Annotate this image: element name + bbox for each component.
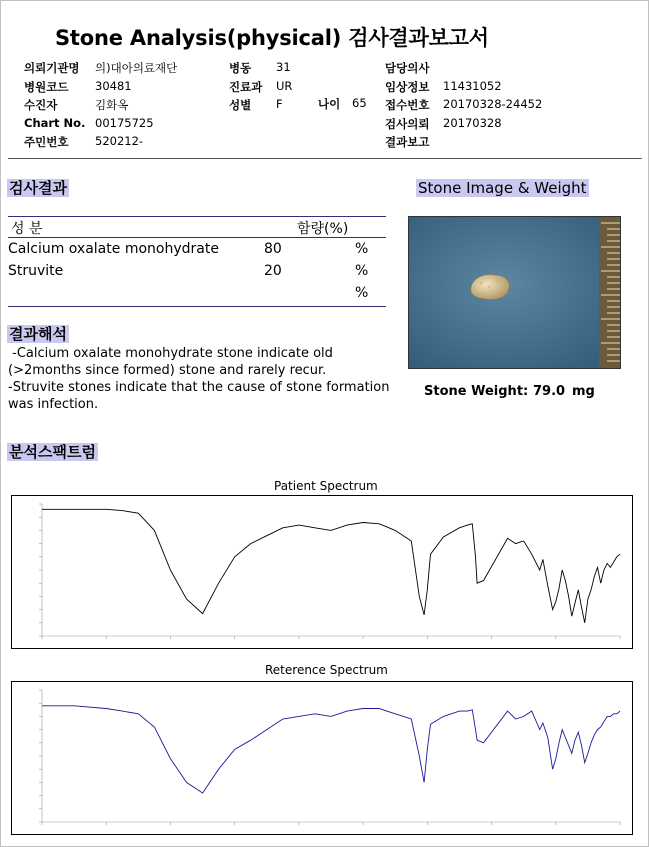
header-label: 진료과 <box>229 79 263 94</box>
interpretation-line: was infection. <box>8 397 99 412</box>
header-value: 20170328 <box>443 115 502 130</box>
table-bottom-rule <box>8 306 386 307</box>
spectrum-section-title: 분석스팩트럼 <box>9 443 96 461</box>
table-top-rule <box>8 216 386 217</box>
report-title: Stone Analysis(physical) 검사결과보고서 <box>55 26 489 50</box>
stone-photo-image <box>409 217 620 368</box>
header-label: 담당의사 <box>385 61 430 75</box>
interpretation-line: -Calcium oxalate monohydrate stone indicate old <box>8 346 333 361</box>
header-value: F <box>276 97 283 111</box>
spectrum-series-line <box>42 509 620 623</box>
age-label: 나이 <box>318 97 341 111</box>
chart-axes <box>42 504 620 636</box>
header-label: 병동 <box>229 61 252 75</box>
patient-spectrum-svg <box>12 496 632 648</box>
header-label: 접수번호 <box>385 98 430 112</box>
header-value: 520212- <box>95 134 144 148</box>
header-label: 검사의뢰 <box>385 116 430 131</box>
stone-weight-value: 79.0 <box>533 384 566 399</box>
header-divider <box>8 158 642 159</box>
reference-spectrum-chart <box>11 681 633 835</box>
header-label: 결과보고 <box>385 135 430 149</box>
interpretation-line: (>2months since formed) stone and rarely recur. <box>8 363 327 378</box>
header-label: 수진자 <box>24 98 58 112</box>
header-label: 의뢰기관명 <box>24 61 80 75</box>
spectrum-series-line <box>42 706 620 793</box>
interpretation-title: 결과해석 <box>9 325 67 343</box>
header-value: 김화옥 <box>95 98 129 112</box>
component-name: Calcium oxalate monohydrate <box>8 241 219 257</box>
header-label: 임상정보 <box>385 79 430 94</box>
reference-spectrum-title: Reterence Spectrum <box>265 663 388 677</box>
reference-spectrum-svg <box>12 682 632 834</box>
stone-section-title: Stone Image & Weight <box>418 179 587 197</box>
stone-weight-unit: mg <box>572 384 595 399</box>
header-value: 20170328-24452 <box>443 97 543 111</box>
content-header: 함량(%) <box>297 221 349 237</box>
patient-spectrum-title: Patient Spectrum <box>274 479 378 493</box>
table-header-rule <box>8 237 386 238</box>
header-value: 의)대아의료재단 <box>95 61 178 75</box>
header-value: 30481 <box>95 78 132 93</box>
interpretation-line: -Struvite stones indicate that the cause of stone formation <box>8 380 390 395</box>
header-value: UR <box>276 78 293 93</box>
header-label: 주민번호 <box>24 135 69 149</box>
header-value: 31 <box>276 60 291 74</box>
age-value: 65 <box>352 96 367 110</box>
component-unit: % <box>355 263 369 279</box>
component-header: 성 분 <box>11 221 43 237</box>
component-name: Struvite <box>8 263 64 279</box>
component-value: 80 <box>264 241 282 257</box>
patient-spectrum-chart <box>11 495 633 649</box>
result-section-title: 검사결과 <box>9 179 67 197</box>
component-unit: % <box>355 285 369 301</box>
header-label: 성별 <box>229 98 252 112</box>
header-value: 11431052 <box>443 78 502 93</box>
component-unit: % <box>355 241 369 257</box>
chart-axes <box>42 690 620 822</box>
header-label: Chart No. <box>24 115 86 130</box>
component-value: 20 <box>264 263 282 279</box>
stone-weight-label: Stone Weight: <box>424 384 529 399</box>
header-label: 병원코드 <box>24 79 69 94</box>
stone-photo <box>408 216 621 369</box>
header-value: 00175725 <box>95 115 154 130</box>
